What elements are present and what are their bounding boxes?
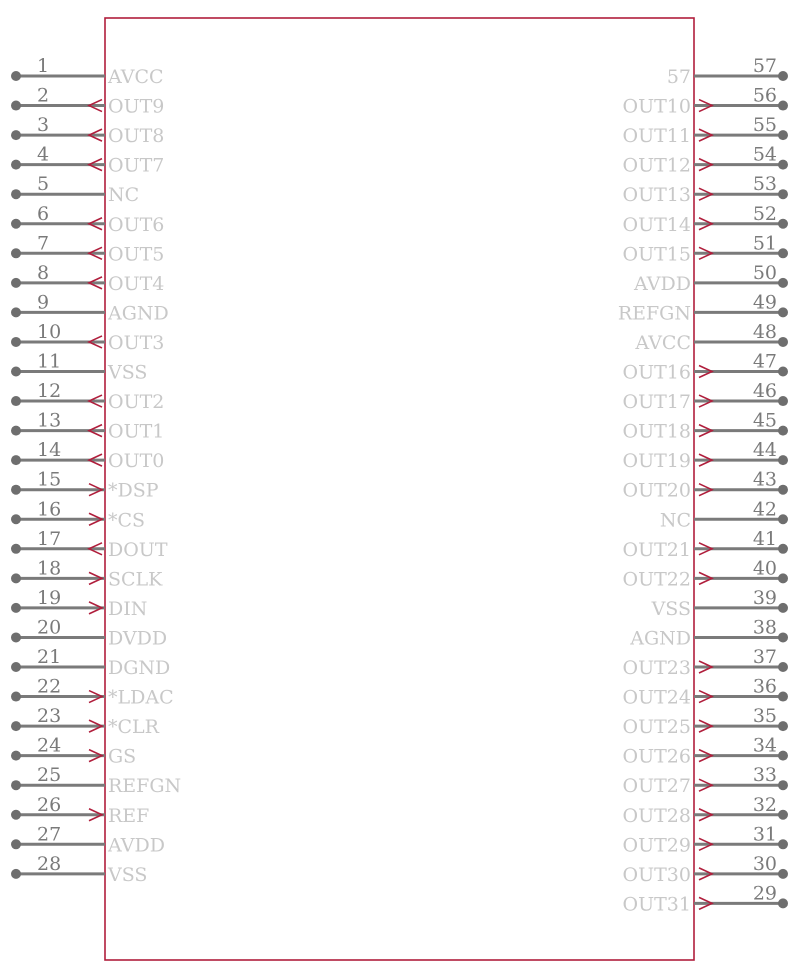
pin-name-label: OUT19: [622, 450, 691, 473]
pin-18: [11, 557, 163, 590]
pin-terminal-dot: [11, 189, 21, 199]
pin-number: 14: [37, 439, 62, 462]
pin-name-label: AVCC: [108, 66, 164, 88]
pin-53: [623, 173, 788, 206]
pin-51: [623, 232, 788, 265]
pin-17: [11, 528, 168, 561]
pin-terminal-dot: [778, 307, 788, 317]
pin-name-label: OUT31: [622, 893, 691, 916]
pin-number: 20: [37, 616, 62, 639]
pin-28: [11, 853, 147, 886]
pin-name-label: 57: [666, 66, 691, 88]
pin-number: 32: [752, 793, 777, 816]
pin-name-label: VSS: [651, 597, 691, 620]
pin-name-label: OUT21: [622, 538, 691, 561]
pin-39: [651, 587, 788, 620]
pin-number: 28: [37, 852, 62, 875]
pin-26: [11, 794, 149, 827]
pin-55: [623, 114, 788, 147]
pin-1: [11, 55, 164, 88]
pin-terminal-dot: [11, 869, 21, 879]
pin-terminal-dot: [11, 219, 21, 229]
pin-7: [11, 232, 164, 265]
pin-54: [623, 144, 788, 177]
pin-number: 24: [37, 734, 62, 757]
pin-number: 21: [37, 646, 62, 668]
pin-terminal-dot: [11, 544, 21, 554]
pin-terminal-dot: [778, 160, 788, 170]
pin-name-label: VSS: [108, 361, 148, 384]
pin-number: 39: [752, 586, 777, 609]
pin-terminal-dot: [11, 485, 21, 495]
pin-number: 31: [752, 823, 777, 846]
pin-number: 19: [37, 586, 62, 609]
pin-terminal-dot: [778, 278, 788, 288]
pin-29: [623, 882, 788, 915]
pin-42: [660, 498, 788, 531]
pin-2: [11, 85, 164, 118]
pin-terminal-dot: [778, 367, 788, 377]
pin-name-label: OUT20: [622, 479, 691, 502]
component-body-outline: [105, 18, 694, 960]
pin-name-label: REF: [108, 804, 150, 827]
pin-4: [11, 144, 164, 177]
pin-number: 45: [752, 409, 777, 432]
pin-number: 56: [752, 84, 777, 107]
pin-terminal-dot: [778, 426, 788, 436]
pin-45: [623, 410, 788, 443]
pin-number: 52: [752, 202, 777, 225]
pin-name-label: GS: [108, 745, 137, 768]
pin-terminal-dot: [778, 573, 788, 583]
pin-name-label: AVCC: [635, 331, 691, 354]
pin-name-label: DGND: [108, 657, 171, 679]
pin-number: 41: [752, 527, 777, 550]
pin-43: [623, 469, 788, 502]
pin-number: 3: [37, 114, 50, 137]
pin-terminal-dot: [778, 485, 788, 495]
pin-21: [11, 646, 170, 679]
pin-36: [623, 676, 788, 709]
pin-terminal-dot: [778, 455, 788, 465]
pin-terminal-dot: [778, 632, 788, 642]
pin-number: 38: [752, 616, 777, 639]
pin-12: [11, 380, 164, 413]
pin-15: [11, 469, 159, 502]
pin-name-label: *CLR: [108, 716, 159, 739]
pin-number: 40: [752, 557, 777, 580]
pin-terminal-dot: [11, 337, 21, 347]
pin-terminal-dot: [11, 573, 21, 583]
pin-33: [623, 764, 788, 797]
pin-name-label: OUT3: [108, 331, 165, 354]
pin-name-label: OUT7: [108, 154, 165, 177]
pin-number: 33: [752, 764, 777, 787]
pin-13: [11, 410, 164, 443]
pin-terminal-dot: [778, 71, 788, 81]
pin-terminal-dot: [778, 692, 788, 702]
pin-terminal-dot: [778, 396, 788, 406]
pin-name-label: OUT11: [622, 125, 691, 148]
pin-name-label: OUT5: [108, 243, 165, 266]
pin-number: 9: [37, 291, 50, 314]
pin-name-label: REFGN: [108, 775, 182, 798]
pin-name-label: OUT16: [622, 361, 691, 384]
pin-number: 27: [37, 823, 62, 846]
pin-number: 1: [37, 55, 50, 77]
pin-57: [667, 55, 788, 88]
pin-50: [633, 262, 788, 295]
pin-11: [11, 351, 147, 384]
pin-terminal-dot: [11, 248, 21, 258]
pin-number: 47: [752, 350, 777, 373]
pin-name-label: VSS: [108, 863, 148, 886]
pin-terminal-dot: [778, 898, 788, 908]
pin-terminal-dot: [778, 130, 788, 140]
pin-terminal-dot: [778, 514, 788, 524]
pin-terminal-dot: [778, 839, 788, 849]
pin-number: 35: [752, 705, 777, 728]
pin-name-label: *CS: [108, 509, 146, 532]
pin-name-label: OUT22: [622, 568, 691, 591]
pin-terminal-dot: [778, 603, 788, 613]
pin-30: [623, 853, 788, 886]
pin-14: [11, 439, 164, 472]
pin-terminal-dot: [11, 278, 21, 288]
pin-number: 15: [37, 468, 62, 491]
pin-name-label: NC: [108, 184, 140, 207]
pin-name-label: OUT14: [622, 213, 691, 236]
pin-35: [623, 705, 788, 738]
pin-number: 6: [37, 202, 50, 225]
pin-number: 29: [752, 882, 777, 905]
pin-name-label: *LDAC: [108, 686, 174, 709]
pin-27: [11, 823, 165, 856]
pin-terminal-dot: [778, 337, 788, 347]
pin-terminal-dot: [11, 721, 21, 731]
pin-terminal-dot: [778, 219, 788, 229]
pin-terminal-dot: [11, 130, 21, 140]
pin-20: [11, 616, 167, 649]
pin-terminal-dot: [11, 603, 21, 613]
pin-name-label: OUT30: [622, 863, 691, 886]
pin-name-label: OUT0: [108, 450, 165, 473]
pin-name-label: OUT4: [108, 272, 165, 295]
pin-terminal-dot: [11, 426, 21, 436]
pin-23: [11, 705, 160, 738]
pin-number: 26: [37, 793, 62, 816]
pin-name-label: OUT13: [622, 184, 691, 207]
pin-terminal-dot: [778, 101, 788, 111]
pin-number: 42: [752, 498, 777, 521]
pin-name-label: OUT29: [622, 834, 691, 857]
pin-number: 51: [752, 232, 777, 255]
pin-9: [11, 291, 169, 324]
pin-name-label: AVDD: [108, 834, 165, 857]
pin-terminal-dot: [778, 544, 788, 554]
pin-terminal-dot: [778, 810, 788, 820]
pin-number: 12: [37, 380, 62, 403]
pin-number: 13: [37, 409, 62, 432]
pin-46: [623, 380, 788, 413]
pin-number: 5: [37, 173, 50, 196]
pin-number: 17: [37, 527, 62, 550]
pin-terminal-dot: [778, 751, 788, 761]
pin-terminal-dot: [778, 721, 788, 731]
pin-38: [629, 616, 788, 649]
pin-6: [11, 203, 164, 236]
pin-number: 49: [752, 291, 777, 314]
pin-name-label: AVDD: [634, 272, 691, 295]
pin-number: 23: [37, 705, 62, 728]
pin-24: [11, 735, 136, 768]
pin-name-label: SCLK: [108, 568, 163, 591]
pin-name-label: DOUT: [108, 538, 168, 561]
pin-number: 16: [37, 498, 62, 521]
pin-56: [623, 85, 788, 118]
pin-49: [618, 291, 788, 324]
pin-41: [623, 528, 788, 561]
pin-number: 11: [37, 350, 62, 373]
pin-3: [11, 114, 164, 147]
pin-number: 2: [37, 84, 50, 107]
pin-terminal-dot: [11, 780, 21, 790]
pin-number: 54: [752, 143, 777, 166]
pin-number: 50: [752, 261, 777, 284]
pin-terminal-dot: [778, 780, 788, 790]
pin-number: 48: [752, 320, 777, 343]
pin-terminal-dot: [11, 839, 21, 849]
pin-5: [11, 173, 139, 206]
pin-terminal-dot: [11, 632, 21, 642]
pin-terminal-dot: [11, 514, 21, 524]
pin-number: 18: [37, 557, 62, 580]
pin-name-label: OUT24: [622, 686, 691, 709]
pin-name-label: OUT27: [622, 775, 691, 798]
pin-name-label: OUT10: [622, 95, 691, 118]
pin-name-label: OUT1: [108, 420, 165, 443]
pin-number: 30: [752, 852, 777, 875]
pin-terminal-dot: [11, 692, 21, 702]
pin-name-label: DVDD: [108, 627, 168, 650]
pin-terminal-dot: [778, 662, 788, 672]
pin-name-label: *DSP: [108, 479, 159, 502]
pin-16: [11, 498, 145, 531]
pin-name-label: NC: [659, 509, 691, 532]
pin-terminal-dot: [11, 662, 21, 672]
pin-number: 57: [752, 55, 777, 77]
pin-number: 4: [37, 143, 50, 166]
pin-terminal-dot: [11, 751, 21, 761]
pin-22: [11, 676, 174, 709]
pin-terminal-dot: [11, 455, 21, 465]
pin-31: [623, 823, 788, 856]
pin-name-label: AGND: [630, 627, 691, 650]
left-pin-column: [11, 55, 181, 886]
pin-37: [623, 646, 788, 679]
pin-name-label: AGND: [108, 302, 169, 325]
pin-52: [623, 203, 788, 236]
pin-34: [623, 735, 788, 768]
pin-terminal-dot: [11, 810, 21, 820]
pin-number: 46: [752, 380, 777, 403]
pin-name-label: OUT23: [622, 657, 691, 679]
pin-terminal-dot: [11, 160, 21, 170]
pin-terminal-dot: [11, 367, 21, 377]
pin-8: [11, 262, 164, 295]
pin-name-label: OUT9: [108, 95, 165, 118]
pin-terminal-dot: [778, 869, 788, 879]
pin-25: [11, 764, 181, 797]
pin-name-label: DIN: [108, 597, 148, 620]
pin-name-label: OUT17: [622, 391, 691, 414]
pin-name-label: OUT6: [108, 213, 165, 236]
pin-name-label: OUT28: [622, 804, 691, 827]
pin-10: [11, 321, 164, 354]
pin-number: 43: [752, 468, 777, 491]
pin-name-label: OUT12: [622, 154, 691, 177]
pin-name-label: OUT26: [622, 745, 691, 768]
pin-name-label: OUT25: [622, 716, 691, 739]
pin-number: 44: [752, 439, 777, 462]
pin-number: 7: [37, 232, 50, 255]
pin-48: [634, 321, 788, 354]
pin-number: 8: [37, 261, 50, 284]
pin-number: 55: [752, 114, 777, 137]
pin-name-label: OUT15: [622, 243, 691, 266]
pin-44: [623, 439, 788, 472]
pin-terminal-dot: [778, 189, 788, 199]
pin-terminal-dot: [11, 396, 21, 406]
pin-47: [623, 351, 788, 384]
pin-name-label: OUT8: [108, 125, 165, 148]
right-pin-column: [618, 55, 788, 915]
pin-terminal-dot: [11, 71, 21, 81]
pin-19: [11, 587, 147, 620]
pin-number: 25: [37, 764, 62, 787]
pin-terminal-dot: [11, 101, 21, 111]
pin-number: 37: [752, 646, 777, 668]
pin-number: 10: [37, 320, 62, 343]
pin-32: [623, 794, 788, 827]
pin-number: 36: [752, 675, 777, 698]
pin-name-label: OUT2: [108, 391, 165, 414]
pin-number: 53: [752, 173, 777, 196]
pin-name-label: REFGN: [617, 302, 691, 325]
pin-terminal-dot: [778, 248, 788, 258]
pin-terminal-dot: [11, 307, 21, 317]
pin-40: [623, 557, 788, 590]
pin-name-label: OUT18: [622, 420, 691, 443]
pin-number: 34: [752, 734, 777, 757]
pin-number: 22: [37, 675, 62, 698]
